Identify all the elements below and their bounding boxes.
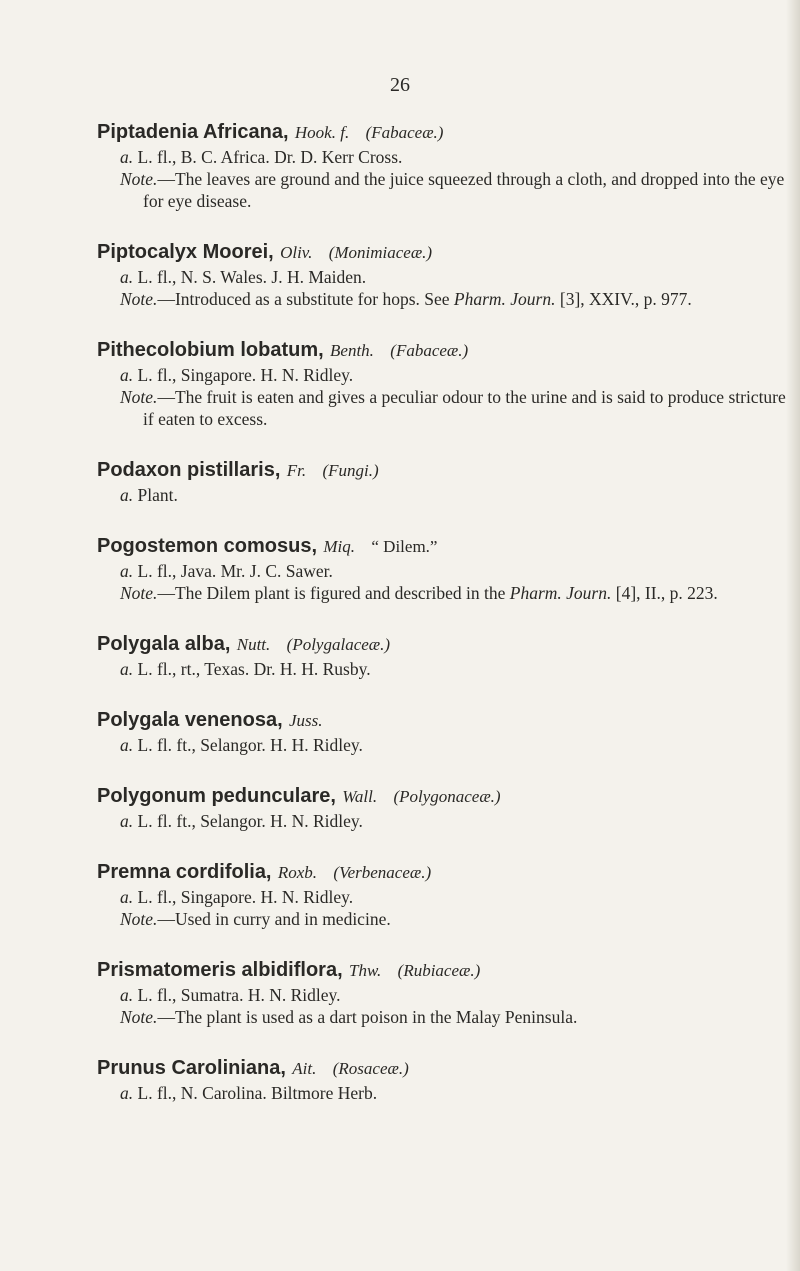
entry-heading xyxy=(97,1054,777,1082)
species-author: Thw. xyxy=(349,961,382,980)
entry-piptocalyx-moorei xyxy=(97,238,777,310)
specimen-letter: a. xyxy=(120,985,134,1005)
species-author: Ait. xyxy=(292,1059,317,1078)
specimen-text: L. fl., Singapore. H. N. Ridley. xyxy=(137,887,354,907)
specimen-letter: a. xyxy=(120,561,134,581)
family-name: (Verbenaceæ.) xyxy=(333,863,432,882)
species-name: Polygala venenosa, xyxy=(97,709,283,731)
entry-heading xyxy=(97,858,777,886)
entry-premna-cordifolia xyxy=(97,858,777,930)
specimen-letter: a. xyxy=(120,735,134,755)
family-name: (Polygonaceæ.) xyxy=(393,787,501,806)
note-label: Note. xyxy=(120,909,158,929)
family-name: (Monimiaceæ.) xyxy=(328,243,433,262)
species-author: Oliv. xyxy=(280,243,313,262)
entry-note xyxy=(120,908,798,930)
species-author: Wall. xyxy=(342,787,378,806)
page-number: 26 xyxy=(390,74,410,96)
species-name: Prismatomeris albidiflora, xyxy=(97,959,343,981)
specimen-line xyxy=(97,266,777,288)
note-text: —The fruit is eaten and gives a peculiar odour to the urine and is said to produce stricture if eaten to excess. xyxy=(143,387,786,429)
journal-reference: Pharm. Journ. xyxy=(453,289,556,309)
entry-heading xyxy=(97,456,777,484)
entry-pithecolobium-lobatum xyxy=(97,336,786,430)
species-name: Piptocalyx Moorei, xyxy=(97,241,274,263)
entry-heading xyxy=(97,956,777,984)
specimen-text: L. fl., rt., Texas. Dr. H. H. Rusby. xyxy=(137,659,371,679)
species-name: Prunus Caroliniana, xyxy=(97,1057,286,1079)
entry-prunus-caroliniana xyxy=(97,1054,777,1104)
specimen-text: L. fl., Java. Mr. J. C. Sawer. xyxy=(137,561,333,581)
entry-heading xyxy=(97,706,777,734)
specimen-text: L. fl. ft., Selangor. H. N. Ridley. xyxy=(137,811,363,831)
entry-polygala-venenosa xyxy=(97,706,777,756)
entry-piptadenia-africana xyxy=(97,118,785,212)
specimen-letter: a. xyxy=(120,365,134,385)
entry-heading xyxy=(97,782,777,810)
specimen-letter: a. xyxy=(120,147,134,167)
specimen-line xyxy=(97,484,777,506)
species-author: Benth. xyxy=(330,341,374,360)
species-author: Fr. xyxy=(286,461,307,480)
journal-reference: Pharm. Journ. xyxy=(509,583,612,603)
journal-volume: [3], XXIV., p. 977. xyxy=(559,289,692,309)
species-name: Pogostemon comosus, xyxy=(97,535,318,557)
species-name: Podaxon pistillaris, xyxy=(97,459,281,481)
specimen-text: Plant. xyxy=(137,485,178,505)
specimen-text: L. fl., N. Carolina. Biltmore Herb. xyxy=(137,1083,378,1103)
species-author: Hook. f. xyxy=(294,123,350,142)
entry-polygala-alba xyxy=(97,630,777,680)
specimen-line xyxy=(97,1082,777,1104)
entry-heading xyxy=(97,336,777,364)
specimen-letter: a. xyxy=(120,811,134,831)
entry-list xyxy=(97,118,786,1130)
specimen-letter: a. xyxy=(120,485,134,505)
entry-note xyxy=(120,386,798,430)
entry-heading xyxy=(97,238,777,266)
entry-pogostemon-comosus xyxy=(97,532,777,604)
specimen-text: L. fl., N. S. Wales. J. H. Maiden. xyxy=(137,267,367,287)
family-name: (Fabaceæ.) xyxy=(390,341,469,360)
specimen-letter: a. xyxy=(120,267,134,287)
entry-note xyxy=(120,582,798,604)
note-label: Note. xyxy=(120,169,158,189)
note-label: Note. xyxy=(120,387,158,407)
note-text: —The plant is used as a dart poison in the Malay Peninsula. xyxy=(157,1007,578,1027)
species-author: Juss. xyxy=(289,711,323,730)
specimen-line xyxy=(97,560,777,582)
specimen-line xyxy=(97,146,777,168)
specimen-line xyxy=(97,886,777,908)
note-label: Note. xyxy=(120,289,158,309)
specimen-letter: a. xyxy=(120,659,134,679)
entry-heading xyxy=(97,118,777,146)
journal-volume: [4], II., p. 223. xyxy=(615,583,718,603)
species-author: Miq. xyxy=(323,537,356,556)
note-label: Note. xyxy=(120,583,158,603)
specimen-letter: a. xyxy=(120,1083,134,1103)
specimen-text: L. fl., B. C. Africa. Dr. D. Kerr Cross. xyxy=(137,147,403,167)
species-name: Piptadenia Africana, xyxy=(97,121,289,143)
species-name: Polygonum pedunculare, xyxy=(97,785,336,807)
note-text: —Introduced as a substitute for hops. See xyxy=(157,289,450,309)
specimen-line xyxy=(97,984,777,1006)
family-name: (Polygalaceæ.) xyxy=(286,635,391,654)
entry-heading xyxy=(97,532,777,560)
species-name: Pithecolobium lobatum, xyxy=(97,339,324,361)
specimen-text: L. fl. ft., Selangor. H. H. Ridley. xyxy=(137,735,363,755)
entry-prismatomeris-albidiflora xyxy=(97,956,777,1028)
species-author: Roxb. xyxy=(277,863,318,882)
entry-podaxon-pistillaris xyxy=(97,456,777,506)
specimen-letter: a. xyxy=(120,887,134,907)
family-name: (Rubiaceæ.) xyxy=(397,961,481,980)
species-name: Polygala alba, xyxy=(97,633,231,655)
entry-polygonum-pedunculare xyxy=(97,782,777,832)
entry-note xyxy=(120,1006,798,1028)
note-label: Note. xyxy=(120,1007,158,1027)
specimen-text: L. fl., Singapore. H. N. Ridley. xyxy=(137,365,354,385)
specimen-text: L. fl., Sumatra. H. N. Ridley. xyxy=(137,985,341,1005)
note-text: —Used in curry and in medicine. xyxy=(157,909,391,929)
specimen-line xyxy=(97,658,777,680)
family-name: (Rosaceæ.) xyxy=(332,1059,409,1078)
entry-heading xyxy=(97,630,777,658)
note-text: —The leaves are ground and the juice squeezed through a cloth, and dropped into the eye for eye disease. xyxy=(143,169,785,211)
species-author: Nutt. xyxy=(236,635,271,654)
entry-note xyxy=(120,288,798,310)
species-name: Premna cordifolia, xyxy=(97,861,272,883)
specimen-line xyxy=(97,810,777,832)
vernacular-name: “ Dilem.” xyxy=(371,537,438,556)
specimen-line xyxy=(97,734,777,756)
specimen-line xyxy=(97,364,777,386)
note-text: —The Dilem plant is figured and described in the xyxy=(157,583,506,603)
family-name: (Fungi.) xyxy=(322,461,379,480)
entry-note xyxy=(120,168,798,212)
family-name: (Fabaceæ.) xyxy=(365,123,444,142)
